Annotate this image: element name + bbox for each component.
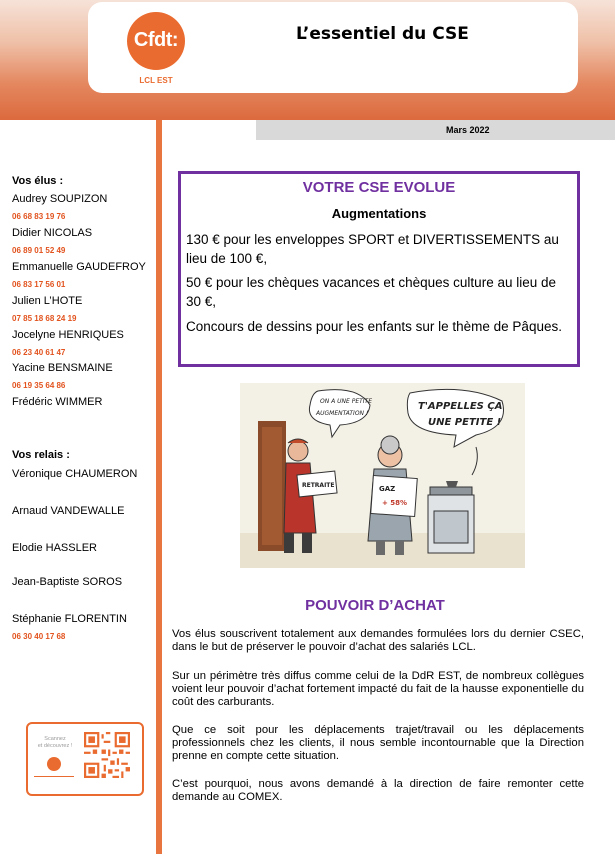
elu-phone[interactable]: 06 83 17 56 01 bbox=[12, 280, 66, 289]
elu-name: Didier NICOLAS bbox=[12, 227, 93, 239]
svg-text:T'APPELLES ÇA: T'APPELLES ÇA bbox=[418, 401, 503, 412]
elu-phone[interactable]: 06 19 35 64 86 bbox=[12, 381, 66, 390]
qr-divider bbox=[34, 776, 74, 777]
logo-text: Cfdt: bbox=[133, 29, 179, 51]
elu-name: Audrey SOUPIZON bbox=[12, 193, 108, 205]
cse-item: 130 € pour les enveloppes SPORT et DIVERTISSEMENTS au lieu de 100 €, bbox=[186, 232, 559, 266]
sign-gaz: GAZ bbox=[379, 485, 396, 493]
svg-text:AUGMENTATION !: AUGMENTATION ! bbox=[316, 410, 369, 417]
elu-phone[interactable]: 06 23 40 61 47 bbox=[12, 348, 66, 357]
pouvoir-paragraph: Que ce soit pour les déplacements trajet/travail ou les déplacements professionnels chez les clients, il nous semble incontournable que la Direction prenne en compte cette situation. bbox=[172, 724, 584, 762]
elu-phone[interactable]: 06 89 01 52 49 bbox=[12, 246, 66, 255]
relais-name: Stéphanie FLORENTIN bbox=[12, 613, 127, 625]
qr-code-icon[interactable] bbox=[84, 732, 130, 778]
elu-name: Jocelyne HENRIQUES bbox=[12, 329, 124, 341]
cse-item: 50 € pour les chèques vacances et chèques culture au lieu de 30 €, bbox=[186, 275, 556, 309]
pouvoir-paragraph: Sur un périmètre très diffus comme celui de la DdR EST, de nombreux collègues voient leur pouvoir d’achat fortement impacté du fait de la hausse exponentielle du coût des carburants. bbox=[172, 670, 584, 708]
relais-name: Arnaud VANDEWALLE bbox=[12, 505, 125, 517]
svg-text:ON A UNE PETITE: ON A UNE PETITE bbox=[320, 398, 373, 405]
cse-item: Concours de dessins pour les enfants sur le thème de Pâques. bbox=[186, 319, 562, 334]
cfdt-logo bbox=[125, 12, 189, 90]
pouvoir-paragraph: C’est pourquoi, nous avons demandé à la direction de faire remonter cette demande au COMEX. bbox=[172, 778, 584, 803]
elus-heading: Vos élus : bbox=[12, 175, 64, 187]
qr-card[interactable] bbox=[26, 722, 144, 796]
elu-name: Yacine BENSMAINE bbox=[12, 362, 113, 374]
qr-caption-line: Scannez bbox=[44, 736, 66, 742]
sign-retraite: RETRAITE bbox=[302, 482, 335, 489]
qr-caption bbox=[34, 736, 76, 750]
sign-percent: + 58% bbox=[382, 499, 408, 507]
elu-phone[interactable]: 06 68 83 19 76 bbox=[12, 212, 66, 221]
document-title: L’essentiel du CSE bbox=[296, 24, 469, 44]
elu-phone[interactable]: 07 85 18 68 24 19 bbox=[12, 314, 77, 323]
small-logo-icon bbox=[47, 757, 61, 771]
relais-name: Elodie HASSLER bbox=[12, 542, 97, 554]
svg-text:UNE PETITE !: UNE PETITE ! bbox=[428, 417, 502, 428]
qr-caption-line: et découvrez ! bbox=[37, 743, 73, 749]
relais-name: Jean-Baptiste SOROS bbox=[12, 576, 123, 588]
elu-name: Emmanuelle GAUDEFROY bbox=[12, 261, 146, 273]
date-bar bbox=[256, 120, 615, 140]
issue-date: Mars 2022 bbox=[446, 125, 490, 135]
pouvoir-paragraph: Vos élus souscrivent totalement aux demandes formulées lors du dernier CSEC, dans le but de préserver le pouvoir d’achat des salariés LCL. bbox=[172, 628, 584, 653]
relais-heading: Vos relais : bbox=[12, 449, 70, 461]
logo-subtitle: LCL EST bbox=[139, 76, 173, 85]
elu-name: Frédéric WIMMER bbox=[12, 396, 103, 408]
pouvoir-title: POUVOIR D’ACHAT bbox=[305, 597, 445, 614]
cse-box-subtitle: Augmentations bbox=[331, 206, 427, 221]
vertical-divider bbox=[156, 120, 162, 854]
relais-phone[interactable]: 06 30 40 17 68 bbox=[12, 632, 66, 641]
cse-box-title: VOTRE CSE EVOLUE bbox=[302, 179, 456, 196]
cartoon-illustration bbox=[240, 383, 525, 568]
cse-highlight-box bbox=[178, 171, 580, 367]
elu-name: Julien L’HOTE bbox=[12, 295, 83, 307]
relais-name: Véronique CHAUMERON bbox=[12, 468, 138, 480]
